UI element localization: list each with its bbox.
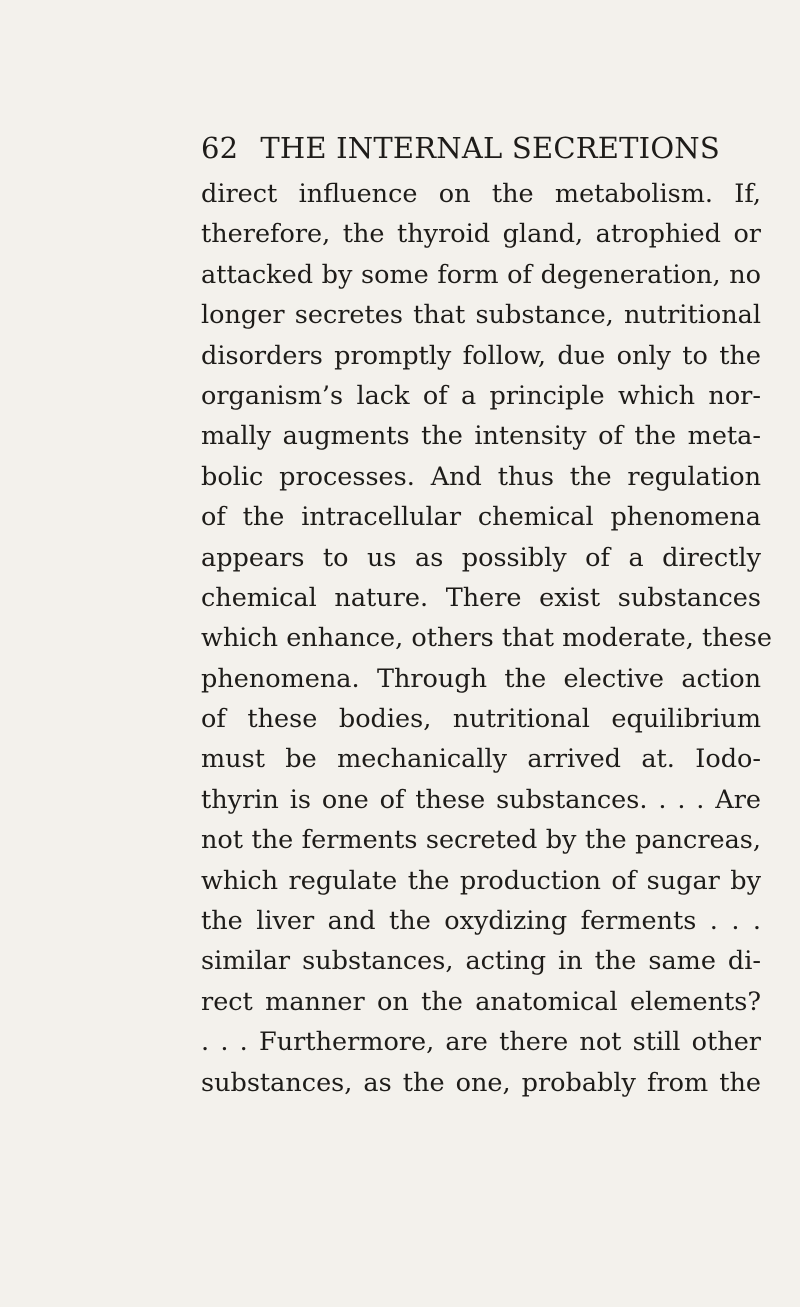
text-line: direct influence on the metabolism. If,	[201, 179, 761, 209]
text-line: longer secretes that substance, nutritional	[201, 300, 761, 331]
text-line: . . . Furthermore, are there not still other	[201, 1027, 761, 1058]
text-line: which regulate the production of sugar by	[201, 865, 761, 896]
text-line: which enhance, others that moderate, these	[201, 623, 772, 654]
text-line: chemical nature. There exist substances	[201, 582, 761, 613]
text-line: the liver and the oxydizing ferments . . .	[201, 906, 761, 937]
text-line: bolic processes. And thus the regulation	[201, 461, 761, 492]
text-line: of these bodies, nutritional equilibrium	[201, 704, 761, 735]
page-number: 62	[201, 131, 239, 165]
text-line: must be mechanically arrived at. Iodo-	[201, 744, 761, 775]
text-line: attacked by some form of degeneration, no	[201, 259, 761, 290]
text-line: mally augments the intensity of the meta-	[201, 421, 761, 452]
text-line: not the ferments secreted by the pancreas,	[201, 825, 761, 856]
text-line: phenomena. Through the elective action	[201, 663, 761, 694]
text-line: similar substances, acting in the same di-	[201, 946, 761, 977]
text-line: organism’s lack of a principle which nor-	[201, 380, 761, 411]
text-line: therefore, the thyroid gland, atrophied or	[201, 219, 761, 250]
running-title: THE INTERNAL SECRETIONS	[260, 131, 720, 165]
text-line: rect manner on the anatomical elements?	[201, 986, 761, 1017]
page-header	[201, 131, 720, 165]
text-line: appears to us as possibly of a directly	[201, 542, 761, 573]
text-line: of the intracellular chemical phenomena	[201, 502, 761, 533]
body-text	[201, 174, 772, 1103]
text-line: thyrin is one of these substances. . . . Are	[201, 784, 761, 815]
text-line: substances, as the one, probably from the	[201, 1067, 761, 1098]
text-line: disorders promptly follow, due only to the	[201, 340, 761, 371]
